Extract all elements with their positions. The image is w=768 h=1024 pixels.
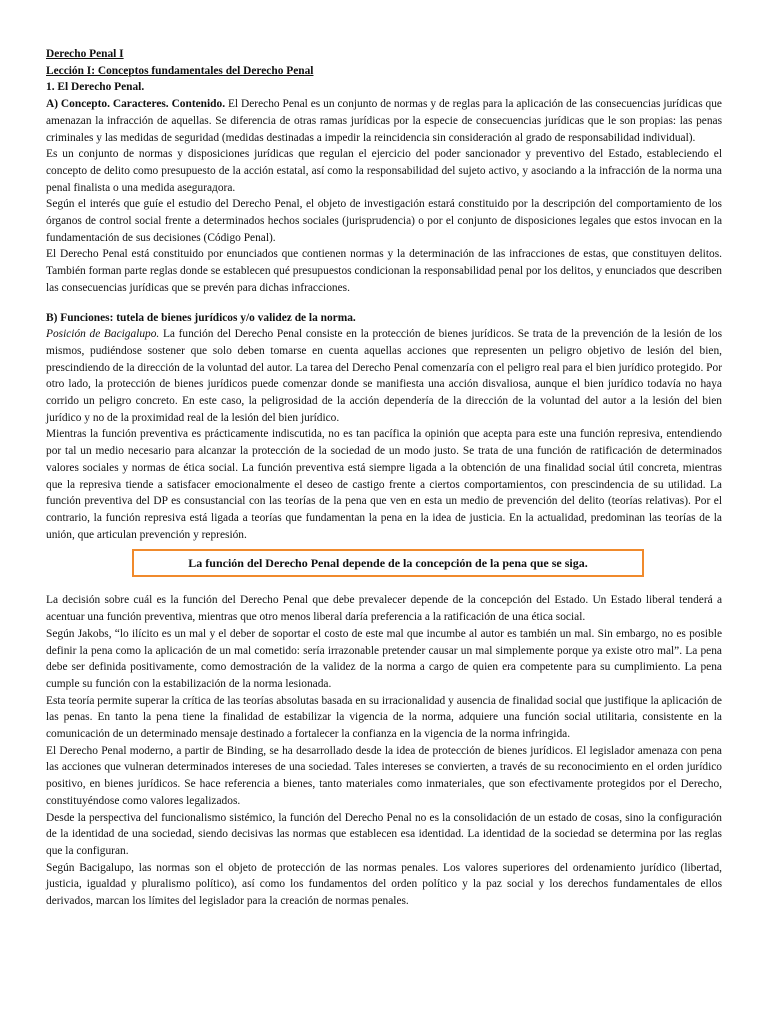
paragraph: Es un conjunto de normas y disposiciones jurídicas que regulan el ejercicio del poder sancionador y preventivo del Estado, estableciendo el concepto de delito como presupuesto de la acción estatal, así como la responsabilidad del sujeto activo, y asociando a la infracción de la norma una penal finalista o una medida asegurадora. — [46, 148, 722, 194]
paragraph: Según el interés que guíe el estudio del Derecho Penal, el objeto de investigación estará constituido por la descripción del comportamiento de los órganos de control social frente a determinados hechos sociales (jurisprudencia) o por el conjunto de disposiciones legales que estos invocan en la fundamentación de sus decisiones (Código Penal). — [46, 198, 722, 244]
section-heading: 1. El Derecho Penal. — [46, 81, 145, 94]
callout-wrapper — [46, 543, 722, 592]
lesson-title: Lección I: Conceptos fundamentales del Derecho Penal — [46, 64, 314, 77]
paragraph: Mientras la función preventiva es prácticamente indiscutida, no es tan pacífica la opinión que acepta para este una función represiva, entendiendo por tal un medio necesario para alcanzar la protección de la sociedad de un modo justo. Se trata de una función de ratificación de determinados valores sociales y normas de ética social. La función preventiva está siempre ligada a la obtención de una finalidad social útil concreta, mientras que la represiva tiende a satisfacer emocionalmente el deseo de castigo frente a ciertos comportamientos, con prescindencia de su utilidad. La función preventiva del DP es consustancial con las teorías de la pena que ven en esta un medio de prevención del delito (teorías relativas). Por el contrario, la función represiva está ligada a teorías que fundamentan la pena en la idea de justicia. En la actualidad, predominan las teorías de la unión, que articulan prevención y represión. — [46, 428, 722, 541]
paragraph-text: La función del Derecho Penal consiste en la protección de bienes jurídicos. Se trata de la prevención de la lesión de los mismos, pudiéndose sostener que solo deben tomarse en cuenta aquellas acciones que representen un peligro objetivo de lesión del bien, prescindiendo de la dirección de la voluntad del autor. La tarea del Derecho Penal comenzaría con el peligro real para el bien jurídico protegido. Por otro lado, la protección de bienes jurídicos puede comenzar donde se manifiesta una acción disvaliosa, aunque el bien jurídico todavía no haya corrido un peligro concreto. En este caso, la peligrosidad de la acción dependería de la dirección de la voluntad del autor a la lesión del bien jurídico y no de la proximidad real de la lesión del bien jurídico. — [46, 328, 723, 424]
paragraph: Según Bacigalupo, las normas son el objeto de protección de las normas penales. Los valores superiores del ordenamiento jurídico (libertad, justicia, igualdad y pluralismo político), así como los fundamentos del orden político y la paz social y los derechos fundamentales de ellos derivados, marcan los límites del legislador para la creación de normas penales. — [46, 861, 722, 908]
spacer — [46, 297, 722, 310]
subsection-heading-b: B) Funciones: tutela de bienes jurídicos y/o validez de la norma. — [46, 311, 356, 324]
paragraph — [46, 326, 722, 426]
paragraph: El Derecho Penal está constituido por enunciados que contienen normas y la determinación de las infracciones de estas, que constituyen delitos. También forman parte reglas donde se establecen qué presupuestos condicionan la responsabilidad penal por los delitos, y enunciados que describen las consecuencias jurídicas que se prevén para dichas infracciones. — [46, 248, 722, 294]
document-body — [46, 46, 722, 910]
paragraph: Según Jakobs, “lo ilícito es un mal y el deber de soportar el costo de este mal que incumbe al autor es también un mal. Sin embargo, no es posible definir la pena como la aplicación de un mal cometido: sería irrazonable pretender causar un mal simplemente porque ya existe otro mal”. La pena debe ser definida positivamente, como demostración de la validez de la norma a cargo de quien era competente para su cumplimiento. La pena cumple su función con la estabilización de la norma lesionada. — [46, 627, 722, 690]
paragraph: El Derecho Penal moderno, a partir de Binding, se ha desarrollado desde la idea de protección de bienes jurídicos. El legislador amenaza con pena las acciones que vulneran determinados intereses de una sociedad. Tales intereses se convierten, a través de su reconocimiento en el orden jurídico positivo, en bienes jurídicos. Se hace referencia a bienes, tanto materiales como inmateriales, que son efectivamente protegidos por el Derecho, constituyéndose como valores legalizados. — [46, 744, 722, 807]
paragraph: Desde la perspectiva del funcionalismo sistémico, la función del Derecho Penal no es la consolidación de un estado de cosas, sino la configuración de la identidad de una sociedad, siendo decisivas las normas que establecen esa identidad. La identidad de la sociedad se determina por las reglas que la configuran. — [46, 811, 722, 857]
paragraph: La decisión sobre cuál es la función del Derecho Penal que debe prevalecer depende de la concepción del Estado. Un Estado liberal tenderá a acentuar una función preventiva, mientras que otro menos liberal daría preferencia a la ratificación de una ética social. — [46, 594, 722, 624]
document-title: Derecho Penal I — [46, 48, 124, 60]
subsection-heading-a: A) Concepto. Caracteres. Contenido. — [46, 98, 226, 111]
italic-lead: Posición de Bacigalupo. — [46, 328, 160, 341]
paragraph — [46, 96, 722, 146]
paragraph: Esta teoría permite superar la crítica de las teorías absolutas basada en su irracionalidad y ausencia de finalidad social que justifique la aplicación de las penas. En tanto la pena tiene la finalidad de estabilizar la vigencia de la norma, adquiere una función social utilitaria, consistente en la comunicación de un determinado mensaje destinado a fortalecer la confianza en la vigencia de la norma infringida. — [46, 694, 722, 741]
paragraph-text: El Derecho Penal es un conjunto de normas y de reglas para la aplicación de las consecuencias jurídicas que amenazan la infracción de aquellas. Se diferencia de otras ramas jurídicas por la especie de consecuencias jurídicas que le son propias: las penas criminales y las medidas de seguridad (medidas destinadas a impedir la reincidencia sin consideración al grado de responsabilidad individual). — [46, 98, 722, 144]
callout-box: La función del Derecho Penal depende de la concepción de la pena que se siga. — [132, 549, 644, 577]
